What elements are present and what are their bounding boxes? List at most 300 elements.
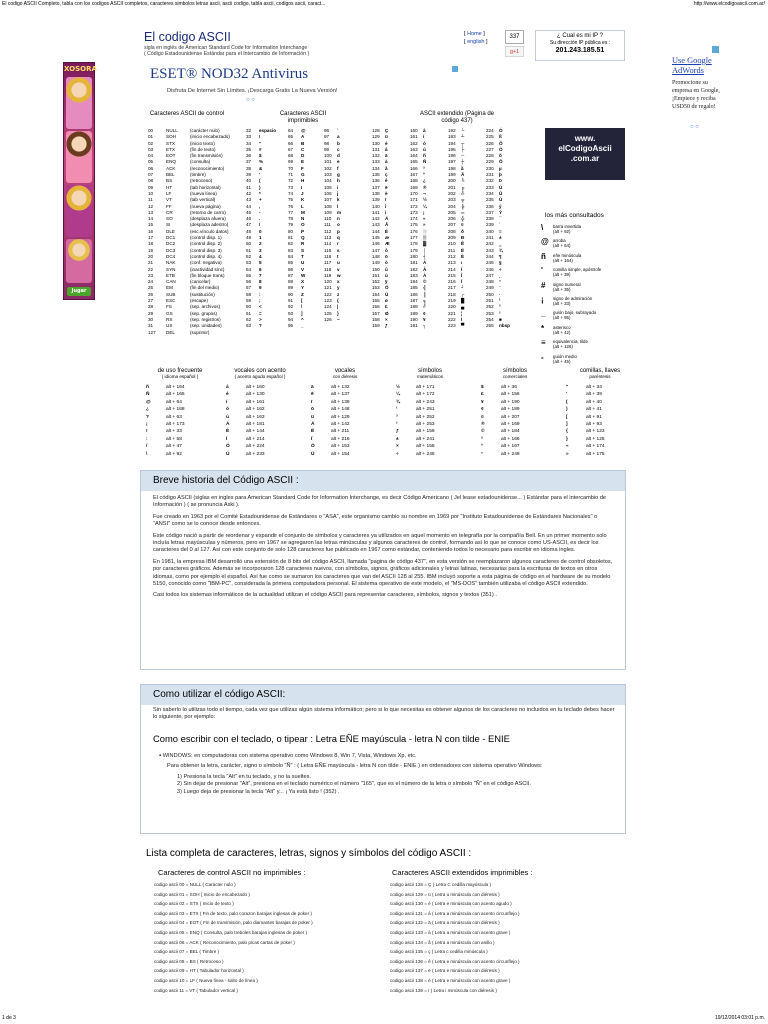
char-glyph: Ó (499, 128, 503, 133)
char-code: 184 (410, 279, 418, 285)
char-code: 248 (486, 279, 494, 285)
usage-code: alt + 224 (246, 444, 265, 450)
usage-row (146, 415, 646, 422)
char-code: 78 (288, 216, 294, 222)
control-abbr: DC3 (166, 247, 176, 253)
char-glyph: ┤ (423, 253, 427, 259)
control-abbr: NAK (166, 260, 176, 266)
char-code: 96 (324, 128, 330, 133)
char-code: 167 (410, 172, 418, 178)
char-code: 144 (372, 228, 380, 234)
game-ad-play-button[interactable]: Jugar (67, 287, 91, 296)
char-glyph: þ (499, 172, 502, 178)
control-desc: (desplaza afuera) (190, 216, 226, 222)
char-code: 149 (372, 260, 380, 266)
char-glyph: ) (259, 184, 261, 190)
control-code: 12 (148, 203, 154, 209)
usage-code: alt + 41 (586, 407, 602, 413)
char-code: 53 (246, 260, 252, 266)
char-code: 239 (486, 222, 494, 228)
ip-title: ¿ Cual es mi IP ? (557, 33, 603, 39)
char-glyph: T (301, 253, 304, 259)
most-consulted-code: (alt + 92) (553, 229, 571, 234)
char-glyph: à (385, 159, 388, 165)
char-glyph: ¯ (499, 216, 502, 222)
control-code: 09 (148, 184, 154, 190)
ascii-code-entry[interactable]: codigo ascii 134 = å ( Letra a minúscula con anillo ) (390, 939, 495, 945)
control-abbr: EOT (166, 153, 176, 159)
usage-code: alt + 243 (416, 399, 435, 405)
most-consulted-item[interactable] (541, 281, 631, 295)
control-code: 14 (148, 216, 154, 222)
control-abbr: SI (166, 222, 171, 228)
usage-row (146, 452, 646, 459)
usage-code: alt + 251 (416, 407, 435, 413)
char-glyph: ╝ (423, 304, 427, 310)
usage-code: alt + 64 (166, 399, 182, 405)
char-code: 49 (246, 235, 252, 241)
char-glyph: À (423, 272, 427, 278)
control-desc: (fin transmisión) (190, 153, 223, 159)
char-glyph: ð (461, 228, 464, 234)
eset-ad-dots[interactable]: ○ ○ (246, 97, 255, 103)
char-code: 137 (372, 184, 380, 190)
ascii-code-entry[interactable]: codigo ascii 129 = ü ( Letra u minúscula con diéresis ) (390, 891, 500, 897)
usage-column-header (305, 368, 385, 380)
char-glyph: l (337, 203, 339, 209)
left-game-ad[interactable] (63, 62, 95, 300)
control-abbr: LF (166, 190, 172, 196)
char-glyph: y (337, 285, 340, 291)
control-abbr: VT (166, 197, 172, 203)
char-code: 113 (324, 235, 332, 241)
char-code: 87 (288, 272, 294, 278)
char-glyph: å (385, 165, 388, 171)
ascii-code-entry[interactable]: codigo ascii 02 = STX ( Inicio de texto ) (154, 901, 234, 907)
control-abbr: DLE (166, 228, 175, 234)
ascii-code-entry[interactable]: codigo ascii 00 = NULL ( Carácter nulo ) (154, 882, 236, 887)
char-code: 241 (486, 235, 494, 241)
ascii-code-entry[interactable]: codigo ascii 136 = ê ( Letra e minúscula con acento circunflejo ) (390, 958, 520, 964)
char-code: 181 (410, 260, 418, 266)
char-code: 71 (288, 172, 294, 178)
usage-code: alt + 63 (166, 414, 182, 420)
char-glyph: espacio (259, 128, 277, 133)
char-glyph: \ (301, 304, 303, 310)
usage-glyph: ï (311, 399, 313, 405)
char-glyph: ã (461, 165, 464, 171)
printable-col-3 (324, 128, 362, 323)
char-code: 202 (448, 190, 456, 196)
usage-code: alt + 171 (416, 385, 435, 390)
most-consulted-name: equivalencia, tilde (553, 339, 588, 345)
usage-glyph: [ (566, 414, 568, 420)
char-code: 220 (448, 304, 456, 310)
char-code: 90 (288, 291, 294, 297)
char-code: 83 (288, 247, 294, 253)
char-glyph: { (337, 298, 339, 304)
char-code: 247 (486, 272, 494, 278)
most-consulted-item[interactable] (541, 324, 631, 338)
usage-glyph: » (566, 451, 569, 457)
step-2: 2) Sin dejar de presionar "Alt", presiona en el teclado numérico el número "165", que es el número de la letra o símbolo "Ñ" en el código ASCII. (177, 781, 531, 788)
usage-code: alt + 153 (331, 444, 350, 450)
print-page-number: 1 de 3 (2, 1014, 16, 1021)
char-code: 214 (448, 266, 456, 272)
char-code: 133 (372, 159, 380, 165)
char-code: 64 (288, 128, 294, 133)
nav-english-link[interactable]: english (467, 39, 485, 45)
char-glyph: õ (499, 153, 502, 159)
usage-glyph: { (566, 429, 568, 435)
most-consulted-code: (alt + 39) (553, 272, 571, 278)
char-code: 222 (448, 316, 456, 322)
char-code: 250 (486, 291, 494, 297)
control-code: 23 (148, 272, 154, 278)
site-title[interactable]: El codigo ASCII (144, 30, 231, 44)
google-plus-button[interactable]: g+1 (505, 46, 524, 57)
usage-glyph: £ (481, 392, 484, 398)
char-glyph: ² (499, 310, 501, 316)
ascii-code-entry[interactable]: codigo ascii 07 = BEL ( Timbre ) (154, 949, 220, 955)
char-glyph: ¿ (423, 178, 426, 184)
char-glyph: © (423, 279, 427, 285)
site-subtitle-2: ( Código Estadounidense Estándar para el Intercambio de Información ) (144, 51, 310, 57)
control-abbr: SO (166, 216, 173, 222)
char-glyph: á (423, 128, 426, 133)
most-consulted-item[interactable] (541, 309, 631, 323)
extended-col-3 (448, 128, 484, 330)
char-glyph: ü (385, 134, 388, 140)
ascii-code-entry[interactable]: codigo ascii 132 = ä ( Letra a minúscula con diéresis ) (390, 920, 500, 926)
usage-glyph: × (396, 444, 399, 450)
extended-codes-list (390, 880, 630, 995)
char-glyph: ┼ (461, 159, 465, 165)
char-glyph: s (337, 247, 340, 253)
char-row (486, 323, 522, 329)
char-glyph: / (259, 222, 261, 228)
char-code: 210 (448, 241, 456, 247)
char-glyph: Ë (461, 247, 465, 253)
ascii-code-entry[interactable]: codigo ascii 08 = BS ( Retroceso ) (154, 958, 224, 964)
char-code: 234 (486, 190, 494, 196)
usage-code: alt + 129 (331, 414, 350, 420)
char-code: 44 (246, 203, 252, 209)
char-code: 157 (372, 310, 380, 316)
usage-glyph: ë (311, 392, 314, 398)
ascii-code-entry[interactable]: codigo ascii 130 = é ( Letra e minúscula con acento agudo ) (390, 901, 512, 907)
usage-code: alt + 39 (586, 392, 602, 398)
usage-row (146, 444, 646, 451)
char-glyph: Â (423, 266, 427, 272)
usage-row (146, 392, 646, 399)
usage-code: alt + 167 (501, 444, 520, 450)
char-glyph: # (259, 146, 262, 152)
most-consulted-code: (alt + 164) (553, 257, 573, 263)
char-code: 46 (246, 216, 252, 222)
adwords-ad-dots[interactable]: ○ ○ (690, 124, 699, 130)
char-glyph: ^ (301, 316, 304, 322)
ip-box (535, 30, 625, 61)
control-abbr: ACK (166, 165, 176, 171)
most-consulted-code: (alt + 45) (553, 358, 571, 364)
char-glyph: d (337, 153, 340, 159)
char-code: 89 (288, 285, 294, 291)
control-code: 06 (148, 165, 154, 171)
char-glyph: O (301, 222, 305, 228)
char-code: 88 (288, 279, 294, 285)
control-desc: (nueva línea) (190, 190, 217, 196)
char-code: 108 (324, 203, 332, 209)
usage-header-title: símbolos (417, 368, 442, 374)
usage-code: alt + 161 (246, 399, 265, 405)
control-code: 16 (148, 228, 154, 234)
control-code: 00 (148, 128, 154, 133)
ascii-code-entry[interactable]: codigo ascii 11 = VT ( Tabulador vertical ) (154, 987, 238, 993)
char-code: 117 (324, 260, 332, 266)
control-desc: (tab vertical) (190, 197, 216, 203)
char-glyph: â (385, 146, 388, 152)
most-consulted-item[interactable] (541, 295, 631, 309)
site-logo-line1: www. (574, 134, 596, 143)
char-glyph: [ (301, 298, 303, 304)
char-glyph: ░ (423, 228, 427, 234)
control-desc: (sep. grupos) (190, 310, 218, 316)
char-code: 253 (486, 310, 494, 316)
char-code: 124 (324, 304, 332, 310)
nav-home-link[interactable]: Home (467, 31, 482, 37)
ascii-code-entry[interactable]: codigo ascii 04 = EOT ( Fin de transmisión, palo diamantes barajas de poker ) (154, 920, 313, 926)
ascii-code-entry[interactable]: codigo ascii 05 = ENQ ( Consulta, palo treboles barajas inglesas de poker ) (154, 929, 308, 935)
usage-row (146, 429, 646, 436)
char-code: 65 (288, 134, 294, 140)
control-code: 18 (148, 241, 154, 247)
ascii-code-entry[interactable]: codigo ascii 01 = SOH ( Inicio de encabezado ) (154, 891, 250, 897)
ascii-code-entry[interactable]: codigo ascii 137 = ë ( Letra e minúscula con diéresis ) (390, 968, 500, 974)
control-code: 31 (148, 323, 154, 329)
control-desc: (fin del medio) (190, 285, 220, 291)
usage-code: alt + 189 (501, 407, 520, 413)
char-code: 173 (410, 209, 418, 215)
ascii-code-entry[interactable]: codigo ascii 10 = LF ( Nueva línea - salto de línea ) (154, 977, 258, 983)
game-ad-logo: XOSORA (64, 65, 97, 73)
control-code: 25 (148, 285, 154, 291)
control-abbr: DC2 (166, 241, 176, 247)
char-glyph: ¸ (499, 272, 501, 278)
char-code: 172 (410, 203, 418, 209)
char-glyph: ║ (423, 291, 427, 297)
usage-glyph: ° (481, 451, 483, 457)
usage-glyph: ú (226, 414, 229, 420)
char-glyph: G (301, 172, 305, 178)
char-glyph: : (259, 291, 261, 297)
char-code: 107 (324, 197, 332, 203)
char-code: 38 (246, 165, 252, 171)
char-glyph: Û (499, 190, 503, 196)
char-code: 160 (410, 128, 418, 133)
usage-glyph: Ï (311, 436, 313, 442)
ascii-code-entry[interactable]: codigo ascii 135 = ç ( Letra c cedilla minúscula ) (390, 949, 488, 955)
char-code: 147 (372, 247, 380, 253)
control-desc: (escape) (190, 298, 208, 304)
char-glyph: ë (385, 184, 388, 190)
adwords-ad-title[interactable]: Use Google AdWords (672, 56, 712, 75)
char-glyph: ê (385, 178, 388, 184)
char-glyph: ƒ (385, 323, 388, 329)
ad-choices-icon[interactable] (452, 66, 458, 72)
char-glyph: A (301, 134, 305, 140)
char-glyph: é (385, 140, 388, 146)
usage-glyph: ƒ (396, 429, 399, 435)
char-code: 243 (486, 247, 494, 253)
most-consulted-item[interactable] (541, 252, 631, 266)
usage-code: alt + 93 (586, 421, 602, 427)
usage-glyph: í (226, 399, 228, 405)
char-code: 122 (324, 291, 332, 297)
control-abbr: SUB (166, 291, 176, 297)
char-code: 93 (288, 310, 294, 316)
most-consulted-name: asterisco (553, 324, 571, 330)
ascii-code-entry[interactable]: codigo ascii 139 = ï ( Letra i minúscula con diéresis ) (390, 987, 497, 993)
char-code: 164 (410, 153, 418, 159)
most-consulted-symbol: ñ (541, 251, 546, 261)
char-glyph: ¡ (423, 209, 425, 215)
char-code: 109 (324, 209, 332, 215)
char-glyph: E (301, 159, 305, 165)
usage-code: alt + 162 (246, 407, 265, 413)
usage-code: alt + 207 (501, 414, 520, 420)
most-consulted-item[interactable] (541, 266, 631, 280)
char-code: 58 (246, 291, 252, 297)
char-code: 228 (486, 153, 494, 159)
char-code: 136 (372, 178, 380, 184)
extended-col-4 (486, 128, 522, 330)
char-glyph: Ü (385, 291, 389, 297)
usage-glyph: Á (226, 421, 230, 427)
control-desc: (cancelar) (190, 279, 211, 285)
ascii-code-entry[interactable]: codigo ascii 06 = ACK ( Reconocimiento, palo picas cartas de poker ) (154, 939, 295, 945)
ascii-code-entry[interactable]: codigo ascii 133 = à ( Letra a minúscula con acento grave ) (390, 929, 511, 935)
char-glyph: < (259, 304, 262, 310)
usage-code: alt + 216 (331, 436, 350, 442)
char-code: 161 (410, 134, 418, 140)
ascii-code-entry[interactable]: codigo ascii 138 = è ( Letra e minúscula con acento grave ) (390, 977, 511, 983)
extended-table-header: ASCII extendido (Página de código 437) (419, 111, 495, 124)
ad-choices-icon-right[interactable] (712, 46, 719, 53)
usage-glyph: : (146, 436, 148, 442)
char-code: 153 (372, 285, 380, 291)
ascii-code-entry[interactable]: codigo ascii 03 = ETX ( Fin de texto, palo corazon barajas inglesas de poker ) (154, 910, 312, 916)
usage-code: alt + 165 (166, 392, 185, 398)
char-code: 70 (288, 165, 294, 171)
char-code: 138 (372, 190, 380, 196)
char-code: 82 (288, 241, 294, 247)
char-code: 86 (288, 266, 294, 272)
char-code: 207 (448, 222, 456, 228)
usage-glyph: ¢ (481, 407, 484, 413)
usage-glyph: ö (311, 407, 314, 413)
control-code: 10 (148, 190, 154, 196)
char-glyph: ¢ (423, 310, 426, 316)
char-code: 236 (486, 203, 494, 209)
char-code: 142 (372, 216, 380, 222)
share-count: 337 (505, 30, 524, 44)
char-glyph: r (337, 241, 339, 247)
history-paragraph-5: Casi todos los sistemas informáticos de la actualidad utilizan el código ASCII para representar caracteres, símbolos, signos y textos (351) . (153, 592, 497, 599)
char-code: 197 (448, 159, 456, 165)
site-logo-box[interactable] (545, 128, 625, 180)
eset-ad-title[interactable]: ESET® NOD32 Antivirus (150, 66, 309, 82)
usage-glyph: ¹ (396, 407, 398, 413)
char-glyph: ╗ (423, 298, 427, 304)
usage-glyph: ¥ (481, 399, 484, 405)
extended-col-1 (372, 128, 408, 330)
usage-glyph: ½ (396, 385, 401, 390)
control-abbr: CR (166, 209, 173, 215)
most-consulted-name: guión bajo, subrayado (553, 310, 597, 316)
char-glyph: g (337, 172, 340, 178)
char-code: 196 (448, 153, 456, 159)
usage-headers (146, 368, 646, 386)
char-glyph: ; (259, 298, 261, 304)
char-glyph: Ì (461, 316, 463, 322)
char-code: 185 (410, 285, 418, 291)
most-consulted-symbol: ≡ (541, 338, 546, 348)
char-glyph: § (499, 260, 502, 266)
char-glyph: ¤ (461, 222, 464, 228)
char-glyph: Ý (499, 209, 503, 215)
usage-code: alt + 184 (501, 429, 520, 435)
most-consulted-item[interactable] (541, 338, 631, 352)
control-code: 21 (148, 260, 154, 266)
char-glyph: q (337, 235, 340, 241)
usage-glyph: « (566, 444, 569, 450)
char-glyph: b (337, 140, 340, 146)
char-glyph: o (337, 222, 340, 228)
usage-code: alt + 125 (586, 436, 605, 442)
usage-code: alt + 158 (416, 444, 435, 450)
most-consulted-item[interactable] (541, 223, 631, 237)
control-abbr: ETX (166, 146, 175, 152)
usage-glyph: / (146, 444, 148, 450)
char-glyph: Á (423, 260, 427, 266)
most-consulted-item[interactable] (541, 237, 631, 251)
usage-glyph: ¿ (146, 407, 149, 413)
char-glyph: ─ (461, 153, 465, 159)
char-code: 110 (324, 216, 332, 222)
char-glyph: Ã (461, 172, 465, 178)
ascii-code-entry[interactable]: codigo ascii 131 = â ( Letra a minúscula con acento circunflejo ) (390, 910, 520, 916)
char-glyph: ¼ (423, 203, 427, 209)
history-paragraph-2: Fue creado en 1963 por el Comité Estadounidense de Estándares o "ASA", este organismo cambio su nombre en 1969 por "Instituto Estadounidense de Estándares Nacionales" o "ANSI" como se lo conoce desde entonces. (153, 513, 598, 528)
char-glyph: h (337, 178, 340, 184)
char-glyph: u (337, 260, 340, 266)
ascii-code-entry[interactable]: codigo ascii 09 = HT ( Tabulador horizontal ) (154, 968, 244, 974)
char-code: 143 (372, 222, 380, 228)
char-code: 77 (288, 209, 294, 215)
ascii-code-entry[interactable]: codigo ascii 128 = Ç ( Letra C cedilla mayúscula ) (390, 882, 491, 887)
most-consulted-item[interactable] (541, 353, 631, 367)
char-glyph: . (259, 216, 261, 222)
char-code: 218 (448, 291, 456, 297)
control-desc: (tab horizontal) (190, 184, 221, 190)
char-glyph: ' (259, 172, 261, 178)
char-glyph: ´ (499, 222, 501, 228)
char-glyph: 9 (259, 285, 262, 291)
usage-header-title: vocales con acento (234, 368, 286, 374)
char-glyph: 5 (259, 260, 262, 266)
control-code: 28 (148, 304, 154, 310)
